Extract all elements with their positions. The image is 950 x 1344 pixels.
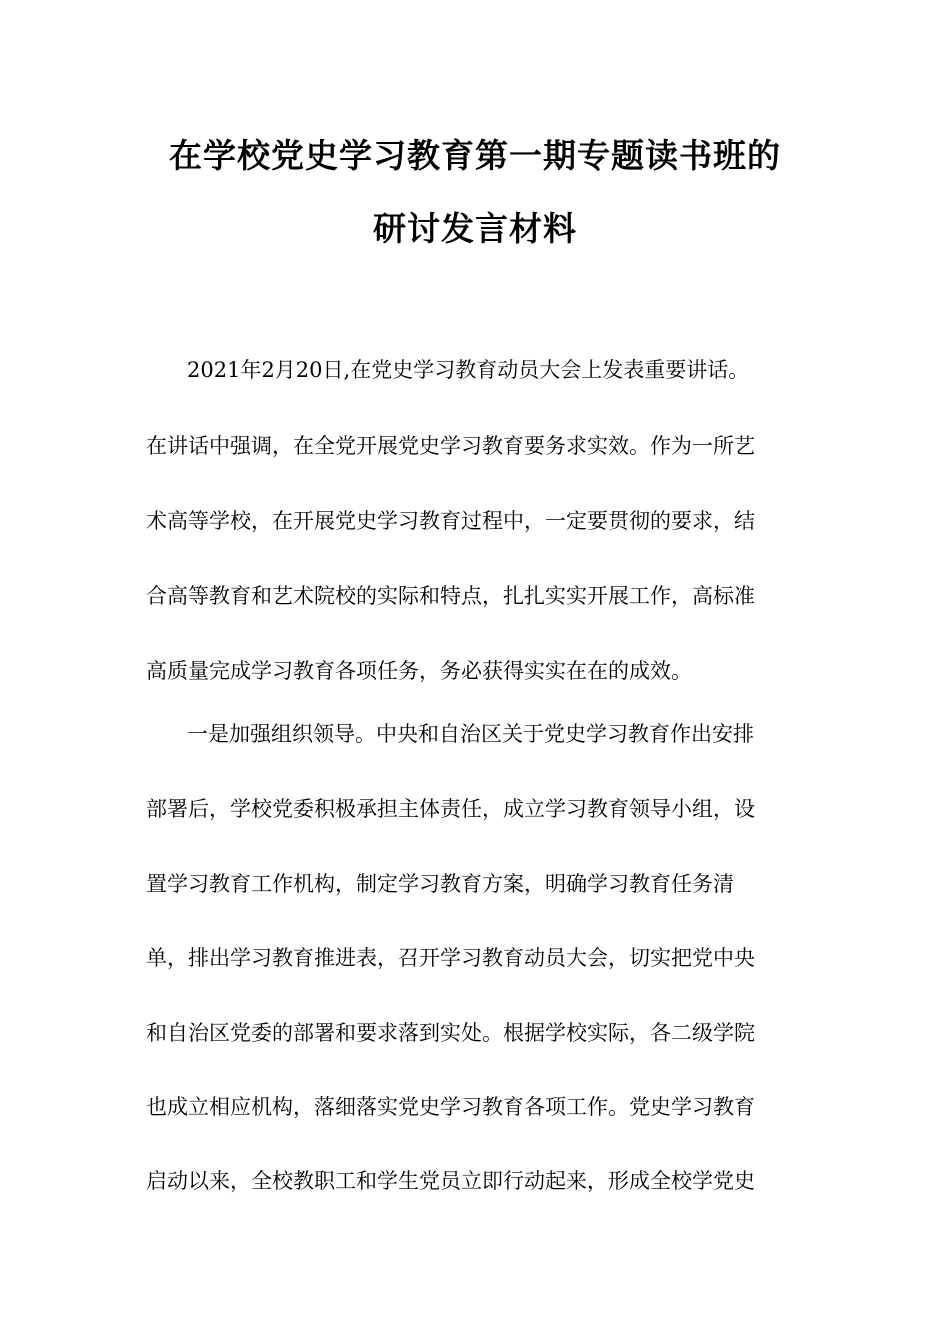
paragraph-1-line-1: 2021年2月20日,在党史学习教育动员大会上发表重要讲话。 [187, 358, 750, 382]
paragraph-2-line-7: 启动以来，全校教职工和学生党员立即行动起来，形成全校学党史 [146, 1169, 755, 1193]
paragraph-2-line-6: 也成立相应机构，落细落实党史学习教育各项工作。党史学习教育 [146, 1095, 755, 1119]
paragraph-2-line-4: 单，排出学习教育推进表，召开学习教育动员大会，切实把党中央 [146, 946, 755, 970]
paragraph-2-line-2: 部署后，学校党委积极承担主体责任，成立学习教育领导小组，设 [146, 797, 755, 821]
paragraph-1-line-5: 高质量完成学习教育各项任务，务必获得实实在在的成效。 [146, 659, 692, 683]
document-title-line-2: 研讨发言材料 [373, 209, 577, 248]
paragraph-1-line-4: 合高等教育和艺术院校的实际和特点，扎扎实实开展工作，高标准 [146, 584, 755, 608]
paragraph-1-line-3: 术高等学校，在开展党史学习教育过程中，一定要贯彻的要求，结 [146, 509, 755, 533]
document-title-line-1: 在学校党史学习教育第一期专题读书班的 [169, 136, 781, 175]
paragraph-1-line-2: 在讲话中强调，在全党开展党史学习教育要务求实效。作为一所艺 [146, 434, 755, 458]
paragraph-2-line-3: 置学习教育工作机构，制定学习教育方案，明确学习教育任务清 [146, 872, 734, 896]
paragraph-2-line-5: 和自治区党委的部署和要求落到实处。根据学校实际，各二级学院 [146, 1021, 755, 1045]
paragraph-2-line-1: 一是加强组织领导。中央和自治区关于党史学习教育作出安排 [187, 722, 754, 746]
